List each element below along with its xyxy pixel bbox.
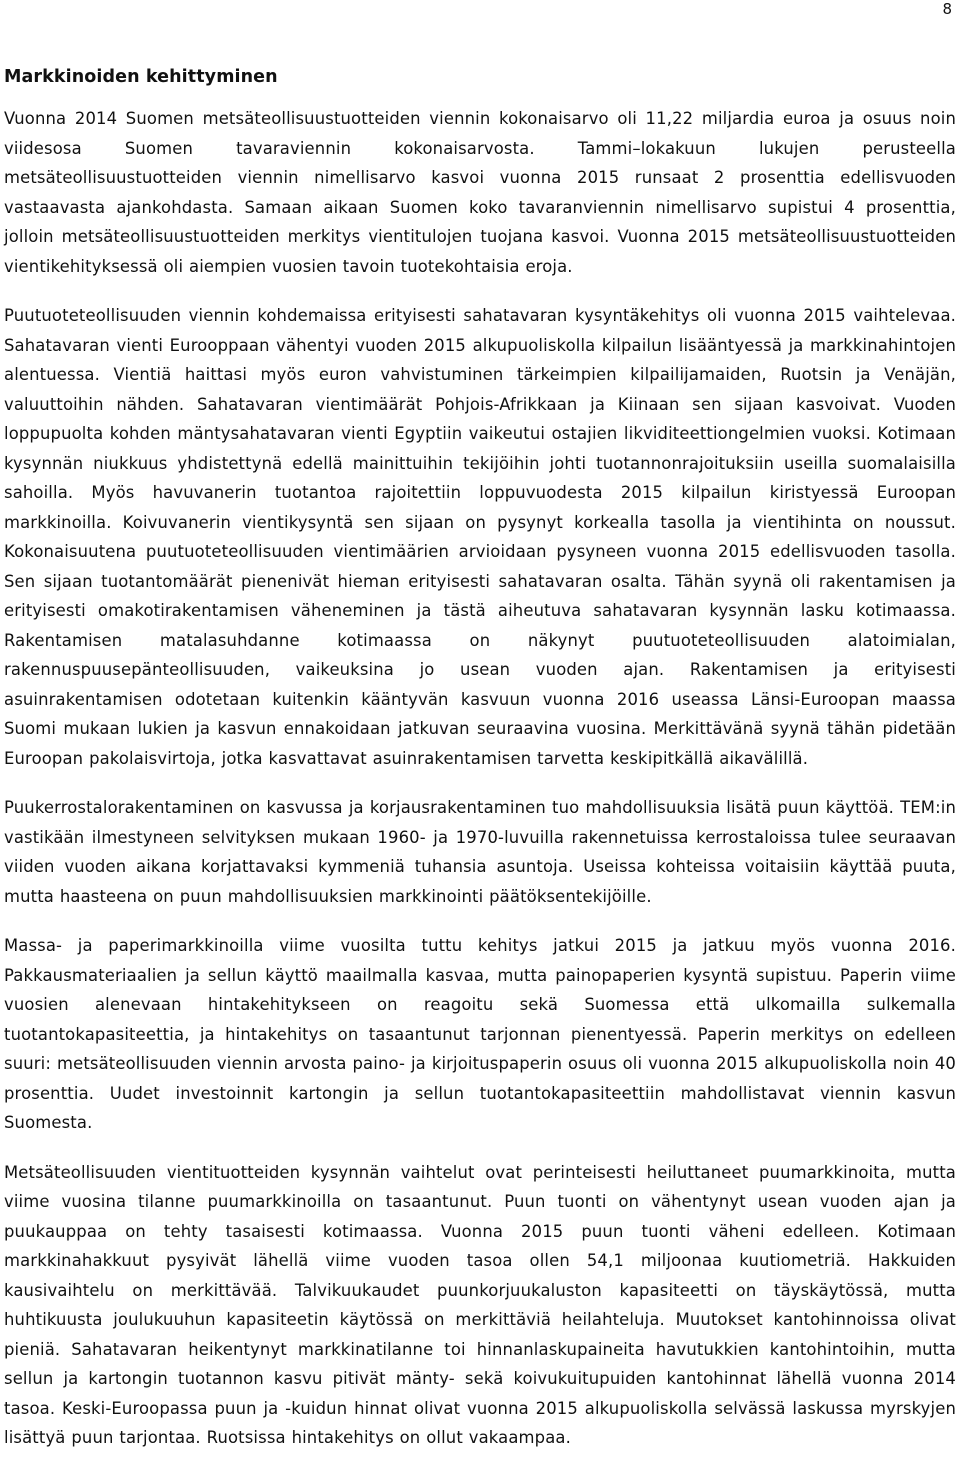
document-body <box>4 64 956 1473</box>
paragraph-wood-products: Puutuoteteollisuuden viennin kohdemaissa erityisesti sahatavaran kysyntäkehitys oli vuonna 2015 vaihtelevaa. Sahatavaran vienti Eurooppaan vähentyi vuoden 2015 alkupuoliskolla kilpailun lisääntyessä ja markkinahintojen alentuessa. Vientiä haittasi myös euron vahvistuminen tärkeimpien kilpailijamaiden, Ruotsin ja Venäjän, valuuttoihin nähden. Sahatavaran vientimäärät Pohjois-Afrikkaan ja Kiinaan sen sijaan kasvoivat. Vuoden loppupuolta kohden mäntysahatavaran vienti Egyptiin vaikeutui ostajien likviditeettiongelmien vuoksi. Kotimaan kysynnän niukkuus yhdistettynä edellä mainittuihin tekijöihin johti tuotannonrajoituksiin useilla suomalaisilla sahoilla. Myös havuvanerin tuotantoa rajoitettiin loppuvuodesta 2015 kilpailun kiristyessä Euroopan markkinoilla. Koivuvanerin vientikysyntä sen sijaan on pysynyt korkealla tasolla ja vientihinta on noussut. Kokonaisuutena puutuoteteollisuuden vientimäärien arvioidaan pysyneen vuonna 2015 edellisvuoden tasolla. Sen sijaan tuotantomäärät pienenivät hieman erityisesti sahatavaran osalta. Tähän syynä oli rakentamisen ja erityisesti omakotirakentamisen väheneminen ja tästä aiheutuva sahatavaran kysynnän lasku kotimaassa. Rakentamisen matalasuhdanne kotimaassa on näkynyt puutuoteteollisuuden alatoimialan, rakennuspuusepänteollisuuden, vaikeuksina jo usean vuoden ajan. Rakentamisen ja erityisesti asuinrakentamisen odotetaan kuitenkin kääntyvän kasvuun vuonna 2016 useassa Länsi-Euroopan maassa Suomi mukaan lukien ja kasvun ennakoidaan jatkuvan seuraavina vuosina. Merkittävänä syynä tähän pidetään Euroopan pakolaisvirtoja, jotka kasvattavat asuinrakentamisen tarvetta keskipitkällä aikavälillä. <box>4 306 956 768</box>
paragraph-wooden-buildings: Puukerrostalorakentaminen on kasvussa ja korjausrakentaminen tuo mahdollisuuksia lisätä puun käyttöä. TEM:in vastikään ilmestyneen selvityksen mukaan 1960- ja 1970-luvuilla rakennetuissa kerrostaloissa tulee seuraavan viiden vuoden aikana korjattavaksi kymmeniä tuhansia asuntoja. Useissa kohteissa voitaisiin käyttää puuta, mutta haasteena on puun mahdollisuuksien markkinointi päätöksentekijöille. <box>4 798 956 906</box>
paragraph-wood-markets: Metsäteollisuuden vientituotteiden kysynnän vaihtelut ovat perinteisesti heiluttaneet puumarkkinoita, mutta viime vuosina tilanne puumarkkinoilla on tasaantunut. Puun tuonti on vähentynyt usean vuoden ajan ja puukauppaa on tehty tasaisesti kotimaassa. Vuonna 2015 puun tuonti väheni edelleen. Kotimaan markkinahakkuut pysyivät lähellä viime vuoden tasoa ollen 54,1 miljoonaa kuutiometriä. Hakkuiden kausivaihtelu on merkittävää. Talvikuukaudet puunkorjuukaluston kapasiteetti on täyskäytössä, mutta huhtikuusta joulukuuhun kapasiteetin käytössä on merkittäviä heilahteluja. Muutokset kantohinnoissa olivat pieniä. Sahatavaran heikentynyt markkinatilanne toi hinnanlaskupaineita havutukkien kantohintoihin, mutta sellun ja kartongin tuotannon kasvu pitivät mänty- sekä koivukuitupuiden kantohinnat lähellä vuonna 2014 tasoa. Keski-Euroopassa puun ja -kuidun hinnat olivat vuonna 2015 alkupuoliskolla selvässä laskussa myrskyjen lisättyä puun tarjontaa. Ruotsissa hintakehitys on ollut vakaampaa. <box>4 1162 956 1447</box>
paragraph-export-value: Vuonna 2014 Suomen metsäteollisuustuotteiden viennin kokonaisarvo oli 11,22 miljardia euroa ja osuus noin viidesosa Suomen tavaraviennin kokonaisarvosta. Tammi–lokakuun lukujen perusteella metsäteollisuustuotteiden viennin nimellisarvo kasvoi vuonna 2015 runsaat 2 prosenttia edellisvuoden vastaavasta ajankohdasta. Samaan aikaan Suomen koko tavaranviennin nimellisarvo supistui 4 prosenttia, jolloin metsäteollisuustuotteiden merkitys vientitulojen tuojana kasvoi. Vuonna 2015 metsäteollisuustuotteiden vientikehityksessä oli aiempien vuosien tavoin tuotekohtaisia eroja. <box>4 109 956 276</box>
section-title: Markkinoiden kehittyminen <box>4 67 278 87</box>
paragraph-pulp-paper: Massa- ja paperimarkkinoilla viime vuosilta tuttu kehitys jatkui 2015 ja jatkuu myös vuonna 2016. Pakkausmateriaalien ja sellun käyttö maailmalla kasvaa, mutta painopaperien kysyntä supistuu. Paperin viime vuosien alenevaan hintakehitykseen on reagoitu sekä Suomessa että ulkomailla sulkemalla tuotantokapasiteettia, ja hintakehitys on tasaantunut tarjonnan pienentyessä. Paperin merkitys on edelleen suuri: metsäteollisuuden viennin arvosta paino- ja kirjoituspaperin osuus oli vuonna 2015 alkupuoliskolla noin 40 prosenttia. Uudet investoinnit kartongin ja sellun tuotantokapasiteettiin mahdollistavat viennin kasvun Suomesta. <box>4 936 956 1132</box>
page-number: 8 <box>942 0 952 18</box>
